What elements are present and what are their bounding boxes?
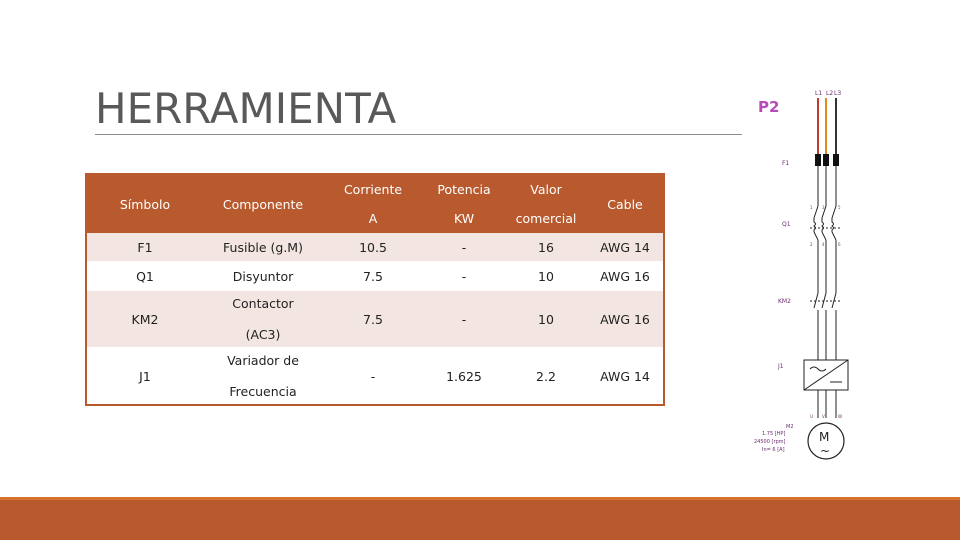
header-simbolo: Símbolo	[86, 174, 203, 233]
header-corriente-line2: A	[368, 211, 378, 226]
cell-potencia: -	[423, 291, 505, 348]
cell-corriente: 10.5	[323, 233, 423, 262]
header-potencia-line1: Potencia	[437, 182, 491, 197]
cell-simbolo: KM2	[86, 291, 203, 348]
label-j1: J1	[778, 363, 784, 370]
cell-corriente: 7.5	[323, 262, 423, 291]
table-row	[86, 348, 664, 406]
table-row	[86, 262, 664, 291]
cell-valor: 10	[505, 262, 587, 291]
cell-potencia: -	[423, 233, 505, 262]
cell-potencia: -	[423, 262, 505, 291]
header-valor	[505, 174, 587, 233]
cell-simbolo: J1	[86, 348, 203, 406]
cell-valor: 2.2	[505, 348, 587, 406]
cell-cable: AWG 14	[587, 348, 664, 406]
motor-wave: ~	[820, 444, 831, 458]
terminal-top-3: 3	[822, 205, 825, 210]
cell-valor: 10	[505, 291, 587, 348]
header-potencia	[423, 174, 505, 233]
fuse-icon	[815, 154, 821, 166]
diagram-title: P2	[758, 98, 780, 116]
phase-label-l2: L2	[826, 90, 834, 97]
cell-potencia: 1.625	[423, 348, 505, 406]
motor-terminal-u: U	[810, 414, 813, 419]
motor-terminal-w: W	[838, 414, 842, 419]
footer-band-accent	[0, 497, 960, 500]
motor-spec-rpm: 24500 [rpm]	[754, 439, 786, 445]
terminal-bottom-6: 6	[838, 242, 841, 247]
cell-cable: AWG 16	[587, 262, 664, 291]
slide-title: HERRAMIENTA	[95, 84, 397, 133]
component-table	[85, 173, 665, 406]
cell-cable: AWG 16	[587, 291, 664, 348]
table-row	[86, 233, 664, 262]
label-f1: F1	[782, 160, 790, 167]
cell-componente-line2: (AC3)	[245, 327, 281, 342]
motor-spec-current: In= 6 [A]	[762, 447, 785, 453]
header-componente: Componente	[203, 174, 323, 233]
cell-simbolo: Q1	[86, 262, 203, 291]
cell-componente	[203, 348, 323, 406]
phase-label-l3: L3	[834, 90, 842, 97]
label-km2: KM2	[778, 298, 791, 305]
label-q1: Q1	[782, 221, 791, 228]
cell-componente: Disyuntor	[203, 262, 323, 291]
terminal-top-5: 5	[838, 205, 841, 210]
header-corriente-line1: Corriente	[343, 182, 403, 197]
cell-valor: 16	[505, 233, 587, 262]
cell-componente-line2: Frecuencia	[229, 384, 297, 399]
cell-componente-line1: Contactor	[232, 296, 294, 311]
cell-cable: AWG 14	[587, 233, 664, 262]
terminal-bottom-2: 2	[810, 242, 813, 247]
fuse-icon	[833, 154, 839, 166]
cell-corriente: 7.5	[323, 291, 423, 348]
phase-label-l1: L1	[815, 90, 823, 97]
table-row	[86, 291, 664, 348]
header-corriente	[323, 174, 423, 233]
fuse-icon	[823, 154, 829, 166]
header-valor-line1: Valor	[530, 182, 562, 197]
header-potencia-line2: KW	[453, 211, 475, 226]
header-cable: Cable	[587, 174, 664, 233]
cell-componente	[203, 291, 323, 348]
table-header-row	[86, 174, 664, 233]
power-circuit-diagram	[748, 88, 878, 468]
terminal-top-1: 1	[810, 205, 813, 210]
contactor-icon	[810, 293, 840, 360]
label-motor: M2	[786, 424, 794, 430]
cell-componente-line1: Variador de	[227, 353, 299, 368]
terminal-bottom-4: 4	[822, 242, 825, 247]
footer-band	[0, 497, 960, 540]
title-divider	[95, 134, 742, 135]
motor-spec-hp: 1.75 [HP]	[762, 431, 786, 437]
motor-terminal-v: V	[822, 414, 825, 419]
cell-corriente: -	[323, 348, 423, 406]
cell-componente: Fusible (g.M)	[203, 233, 323, 262]
variable-drive-icon	[804, 360, 848, 390]
cell-simbolo: F1	[86, 233, 203, 262]
header-valor-line2: comercial	[515, 211, 577, 226]
breaker-icon	[810, 206, 840, 240]
motor-symbol: M	[819, 430, 830, 444]
